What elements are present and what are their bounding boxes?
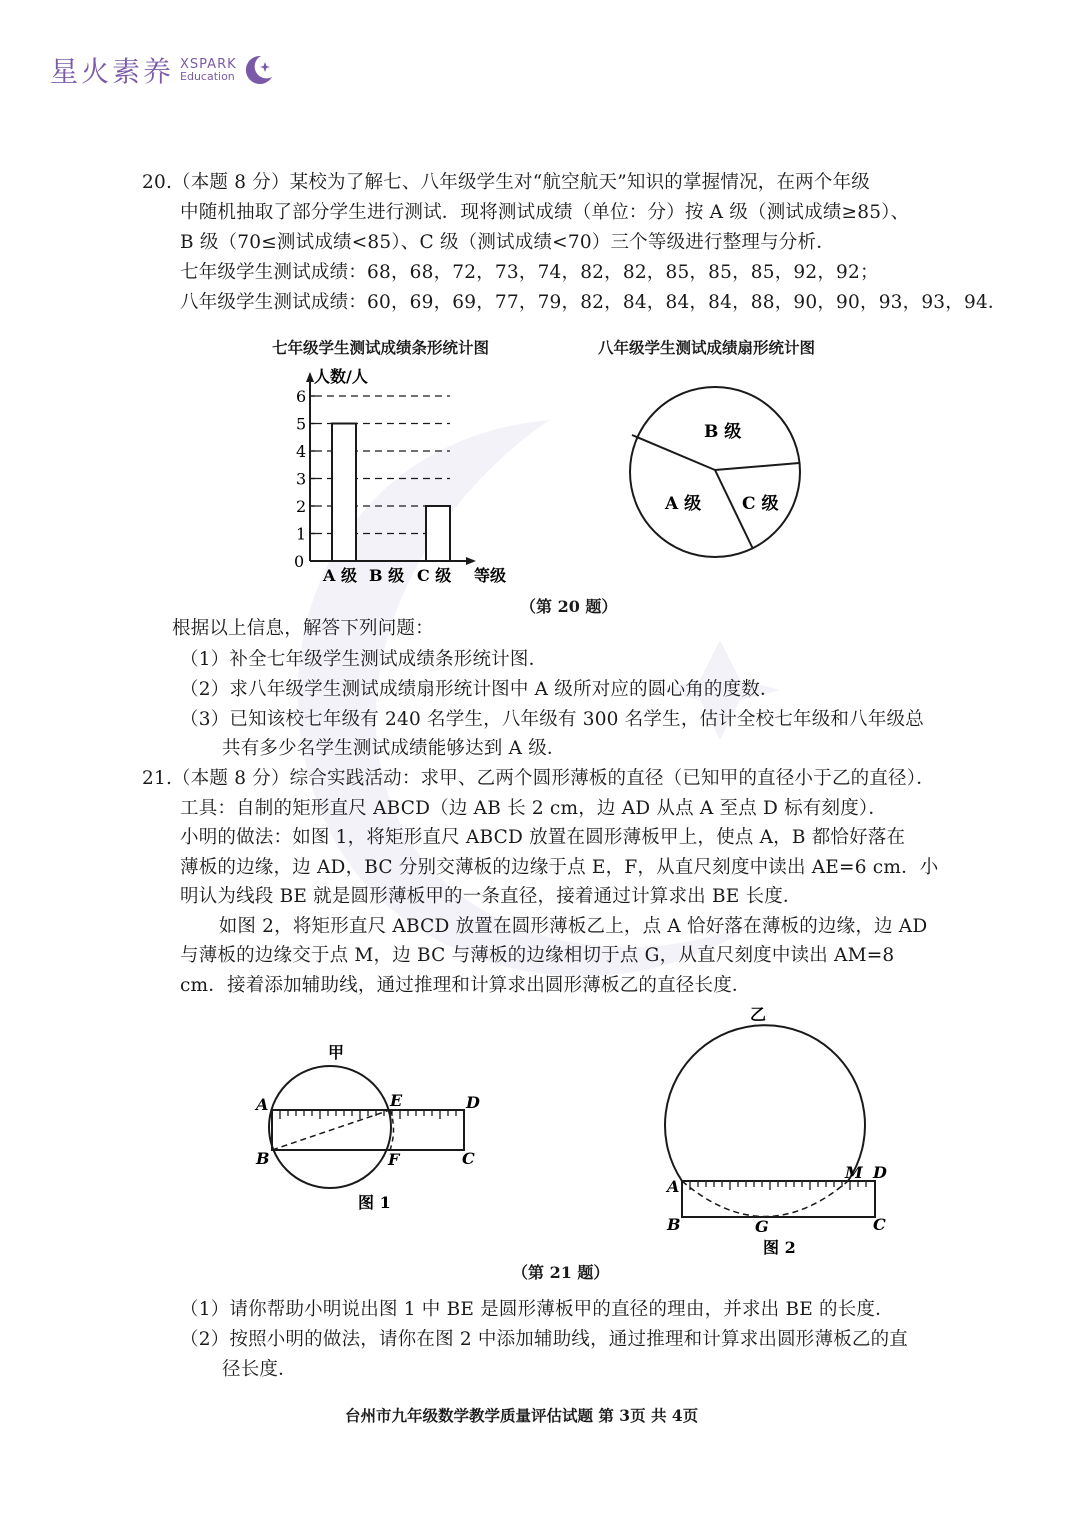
brand-name-en-line1: XSPARK xyxy=(180,57,237,72)
q21-method2: 薄板的边缘，边 AD，BC 分别交薄板的边缘于点 E，F，从直尺刻度中读出 AE=6 cm．小 xyxy=(180,857,939,878)
q20-sub3b: 共有多少名学生测试成绩能够达到 A 级． xyxy=(222,738,566,759)
q21-intro: 21.（本题 8 分）综合实践活动：求甲、乙两个圆形薄板的直径（已知甲的直径小于乙的直径）． xyxy=(142,768,935,789)
fig2-label-D: D xyxy=(873,1163,887,1182)
q20-intro: 20.（本题 8 分）某校为了解七、八年级学生对“航空航天”知识的掌握情况，在两个年级 xyxy=(142,172,870,193)
y-tick-label: 1 xyxy=(296,524,307,544)
fig1-label-A: A xyxy=(256,1095,269,1114)
q20-grade8-scores: 八年级学生测试成绩：60，69，69，77，79，82，84，84，84，88，90，90，93，93，94． xyxy=(180,292,1007,313)
y-tick-label: 3 xyxy=(296,469,307,489)
fig1-caption: 图 1 xyxy=(358,1193,391,1210)
fig2-title: 乙 xyxy=(750,1005,767,1024)
fig2-label-C: C xyxy=(873,1215,886,1234)
pie-divider xyxy=(632,435,715,470)
x-tick-label: C 级 xyxy=(417,566,452,585)
circle-jia xyxy=(269,1066,391,1188)
q21-caption: （第 21 题） xyxy=(512,1263,610,1282)
x-tick-label: A 级 xyxy=(323,566,357,585)
y-tick-label: 5 xyxy=(296,414,307,434)
fig1-label-F: F xyxy=(388,1150,400,1169)
circle-yi xyxy=(665,1025,865,1181)
y-axis-arrow xyxy=(306,372,314,382)
q20-caption: （第 20 题） xyxy=(520,597,618,616)
q21-sub2b: 径长度． xyxy=(222,1359,297,1380)
q21-tools: 工具：自制的矩形直尺 ABCD（边 AB 长 2 cm，边 AD 从点 A 至点 D 标有刻度）． xyxy=(180,798,888,819)
fig2-label-M: M xyxy=(845,1163,863,1182)
q20-prompt: 根据以上信息，解答下列问题： xyxy=(172,618,434,639)
pie-chart-title: 八年级学生测试成绩扇形统计图 xyxy=(598,338,816,357)
x-axis-arrow xyxy=(466,557,476,565)
fig1-label-D: D xyxy=(466,1093,480,1112)
q21-sub2a: （2）按照小明的做法，请你在图 2 中添加辅助线，通过推理和计算求出圆形薄板乙的直 xyxy=(180,1329,909,1350)
brand-name-en xyxy=(180,58,237,82)
brand-name-en-line2: Education xyxy=(180,70,235,83)
fig1-title: 甲 xyxy=(328,1043,345,1062)
segment-BE xyxy=(272,1110,390,1150)
q20-line3: B 级（70≤测试成绩<85）、C 级（测试成绩<70）三个等级进行整理与分析． xyxy=(180,232,835,253)
figure-1 xyxy=(250,1040,490,1210)
pie-slice-label: B 级 xyxy=(704,422,742,442)
q20-grade7-scores: 七年级学生测试成绩：68，68，72，73，74，82，82，85，85，85，92，92； xyxy=(180,262,879,283)
x-tick-label: B 级 xyxy=(369,566,405,585)
q21-method3: 明认为线段 BE 就是圆形薄板甲的一条直径，接着通过计算求出 BE 长度． xyxy=(180,886,802,907)
bar-chart xyxy=(280,358,540,588)
fig1-label-B: B xyxy=(256,1149,270,1168)
q21-fig2a: 如图 2，将矩形直尺 ABCD 放置在圆形薄板乙上，点 A 恰好落在薄板的边缘，边 AD xyxy=(200,916,928,937)
pie-slice-label: A 级 xyxy=(665,494,702,514)
y-tick-label: 6 xyxy=(296,387,307,406)
y-tick-label: 0 xyxy=(294,552,305,571)
y-tick-label: 4 xyxy=(296,442,307,461)
q21-sub1: （1）请你帮助小明说出图 1 中 BE 是圆形薄板甲的直径的理由，并求出 BE 的长度． xyxy=(180,1299,894,1320)
q21-fig2b: 与薄板的边缘交于点 M，边 BC 与薄板的边缘相切于点 G，从直尺刻度中读出 AM=8 xyxy=(180,945,895,966)
fig2-label-B: B xyxy=(667,1215,681,1234)
y-axis-label: 人数/人 xyxy=(314,367,368,386)
q20-line2: 中随机抽取了部分学生进行测试．现将测试成绩（单位：分）按 A 级（测试成绩≥85）、 xyxy=(180,202,910,223)
crescent-logo-icon xyxy=(241,53,275,87)
pie-divider xyxy=(715,463,799,470)
q20-sub3a: （3）已知该校七年级有 240 名学生，八年级有 300 名学生，估计全校七年级和八年级总 xyxy=(180,709,924,730)
fig2-label-G: G xyxy=(755,1217,769,1236)
fig1-label-C: C xyxy=(462,1149,475,1168)
pie-chart xyxy=(620,385,810,565)
figure-2 xyxy=(655,1000,905,1260)
q20-sub2: （2）求八年级学生测试成绩扇形统计图中 A 级所对应的圆心角的度数． xyxy=(180,679,779,700)
fig2-caption: 图 2 xyxy=(763,1238,796,1257)
bar-chart-title: 七年级学生测试成绩条形统计图 xyxy=(272,338,490,357)
q20-sub1: （1）补全七年级学生测试成绩条形统计图． xyxy=(180,649,548,670)
brand-name-cn: 星火素养 xyxy=(50,55,175,88)
circle-yi-hidden-arc xyxy=(682,1181,848,1217)
page-footer: 台州市九年级数学教学质量评估试题 第 3页 共 4页 xyxy=(345,1406,699,1425)
q21-fig2c: cm．接着添加辅助线，通过推理和计算求出圆形薄板乙的直径长度． xyxy=(180,975,751,996)
pie-slice-label: C 级 xyxy=(742,494,779,514)
brand-logo xyxy=(50,50,275,90)
q21-method1: 小明的做法：如图 1，将矩形直尺 ABCD 放置在圆形薄板甲上，使点 A，B 都恰好落在 xyxy=(180,827,906,848)
x-axis-label: 等级 xyxy=(474,566,507,585)
y-tick-label: 2 xyxy=(296,497,307,516)
bar xyxy=(426,506,450,561)
bar xyxy=(332,424,356,562)
fig2-label-A: A xyxy=(667,1177,680,1196)
fig1-label-E: E xyxy=(390,1091,403,1110)
